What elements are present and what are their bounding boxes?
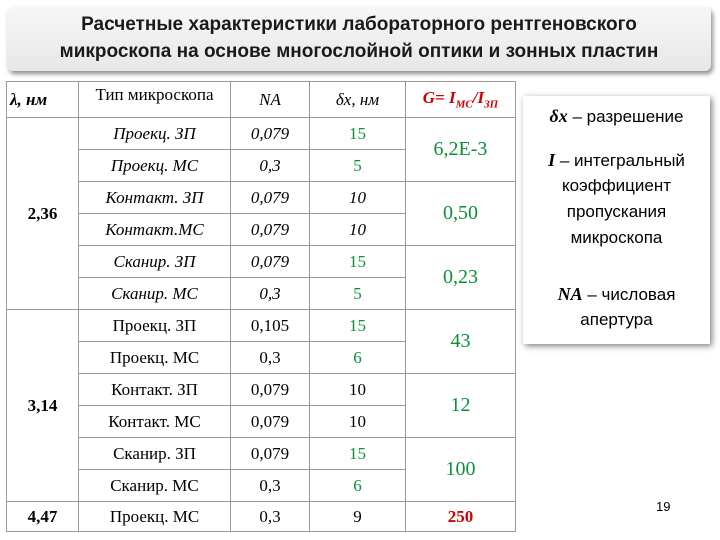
type-cell: Контакт. ЗП xyxy=(79,182,231,214)
g-cell: 100 xyxy=(406,438,516,502)
slide-title-line-1: Расчетные характеристики лабораторного рентгеновского xyxy=(81,14,637,35)
table-row xyxy=(7,310,516,342)
type-cell: Сканир. МС xyxy=(79,470,231,502)
dx-cell: 15 xyxy=(310,438,406,470)
type-cell: Сканир. ЗП xyxy=(79,246,231,278)
type-cell: Сканир. МС xyxy=(79,278,231,310)
table-row xyxy=(7,182,516,214)
legend-transmission-line-3: пропускания xyxy=(566,202,667,221)
dx-cell: 10 xyxy=(310,214,406,246)
na-cell: 0,079 xyxy=(231,246,310,278)
header-g-sub-mc: MC xyxy=(455,98,473,111)
header-numerical-aperture: NA xyxy=(231,82,310,118)
type-cell: Контакт. ЗП xyxy=(79,374,231,406)
type-cell: Контакт.МС xyxy=(79,214,231,246)
wavelength-cell: 4,47 xyxy=(7,502,79,532)
type-cell: Проекц. МС xyxy=(79,150,231,182)
type-cell: Проекц. ЗП xyxy=(79,310,231,342)
dx-cell: 5 xyxy=(310,278,406,310)
dx-cell: 6 xyxy=(310,470,406,502)
na-cell: 0,079 xyxy=(231,182,310,214)
dx-cell: 6 xyxy=(310,342,406,374)
header-g-slash: /I xyxy=(472,88,485,108)
wavelength-cell: 3,14 xyxy=(7,310,79,502)
type-cell: Контакт. МС xyxy=(79,406,231,438)
dx-cell: 5 xyxy=(310,150,406,182)
na-cell: 0,079 xyxy=(231,374,310,406)
legend-aperture xyxy=(523,284,710,305)
type-cell: Сканир. ЗП xyxy=(79,438,231,470)
characteristics-table-wrap xyxy=(6,81,515,531)
g-cell: 6,2E-3 xyxy=(406,118,516,182)
g-cell: 0,50 xyxy=(406,182,516,246)
legend-i-text: – интегральный xyxy=(555,151,685,170)
dx-cell: 10 xyxy=(310,182,406,214)
header-microscope-type: Тип микроскопа xyxy=(79,82,231,118)
na-cell: 0,3 xyxy=(231,470,310,502)
legend-transmission-line-2: коэффициент xyxy=(561,176,672,195)
table-row xyxy=(7,438,516,470)
na-cell: 0,3 xyxy=(231,278,310,310)
characteristics-table xyxy=(6,81,516,532)
table-row xyxy=(7,374,516,406)
dx-cell: 15 xyxy=(310,118,406,150)
legend-transmission-line-4: микроскопа xyxy=(570,228,663,247)
page-number: 19 xyxy=(656,499,671,514)
legend-na-text: – числовая xyxy=(582,285,676,304)
g-cell: 0,23 xyxy=(406,246,516,310)
table-row xyxy=(7,246,516,278)
dx-cell: 10 xyxy=(310,406,406,438)
dx-cell: 15 xyxy=(310,246,406,278)
dx-cell: 10 xyxy=(310,374,406,406)
type-cell: Проекц. МС xyxy=(79,502,231,532)
legend-dx-text: – разрешение xyxy=(567,107,684,126)
legend-transmission xyxy=(523,150,710,171)
dx-cell: 15 xyxy=(310,310,406,342)
header-g-sub-zp: ЗП xyxy=(484,98,499,111)
na-cell: 0,105 xyxy=(231,310,310,342)
table-row xyxy=(7,502,516,532)
na-cell: 0,3 xyxy=(231,502,310,532)
g-cell: 12 xyxy=(406,374,516,438)
legend-dx-symbol: δx xyxy=(549,106,568,126)
legend-na-symbol: NA xyxy=(557,284,583,304)
na-cell: 0,079 xyxy=(231,406,310,438)
table-row xyxy=(7,118,516,150)
legend-resolution xyxy=(523,106,710,127)
dx-cell: 9 xyxy=(310,502,406,532)
na-cell: 0,3 xyxy=(231,342,310,374)
g-cell: 250 xyxy=(406,502,516,532)
header-resolution: δx, нм xyxy=(310,82,406,118)
type-cell: Проекц. ЗП xyxy=(79,118,231,150)
na-cell: 0,079 xyxy=(231,214,310,246)
g-cell: 43 xyxy=(406,310,516,374)
na-cell: 0,079 xyxy=(231,438,310,470)
legend-i-symbol: I xyxy=(548,150,556,170)
na-cell: 0,3 xyxy=(231,150,310,182)
type-cell: Проекц. МС xyxy=(79,342,231,374)
slide-title-line-2: микроскопа на основе многослойной оптики и зонных пластин xyxy=(59,41,659,62)
header-g-main: G= I xyxy=(422,88,456,108)
table-header-row xyxy=(7,82,516,118)
na-cell: 0,079 xyxy=(231,118,310,150)
legend-aperture-line-2: апертура xyxy=(580,310,653,329)
header-transmission-ratio xyxy=(406,82,516,118)
wavelength-cell: 2,36 xyxy=(7,118,79,310)
header-wavelength: λ, нм xyxy=(7,82,79,118)
legend-box xyxy=(523,96,710,344)
slide-title-box xyxy=(7,7,711,71)
